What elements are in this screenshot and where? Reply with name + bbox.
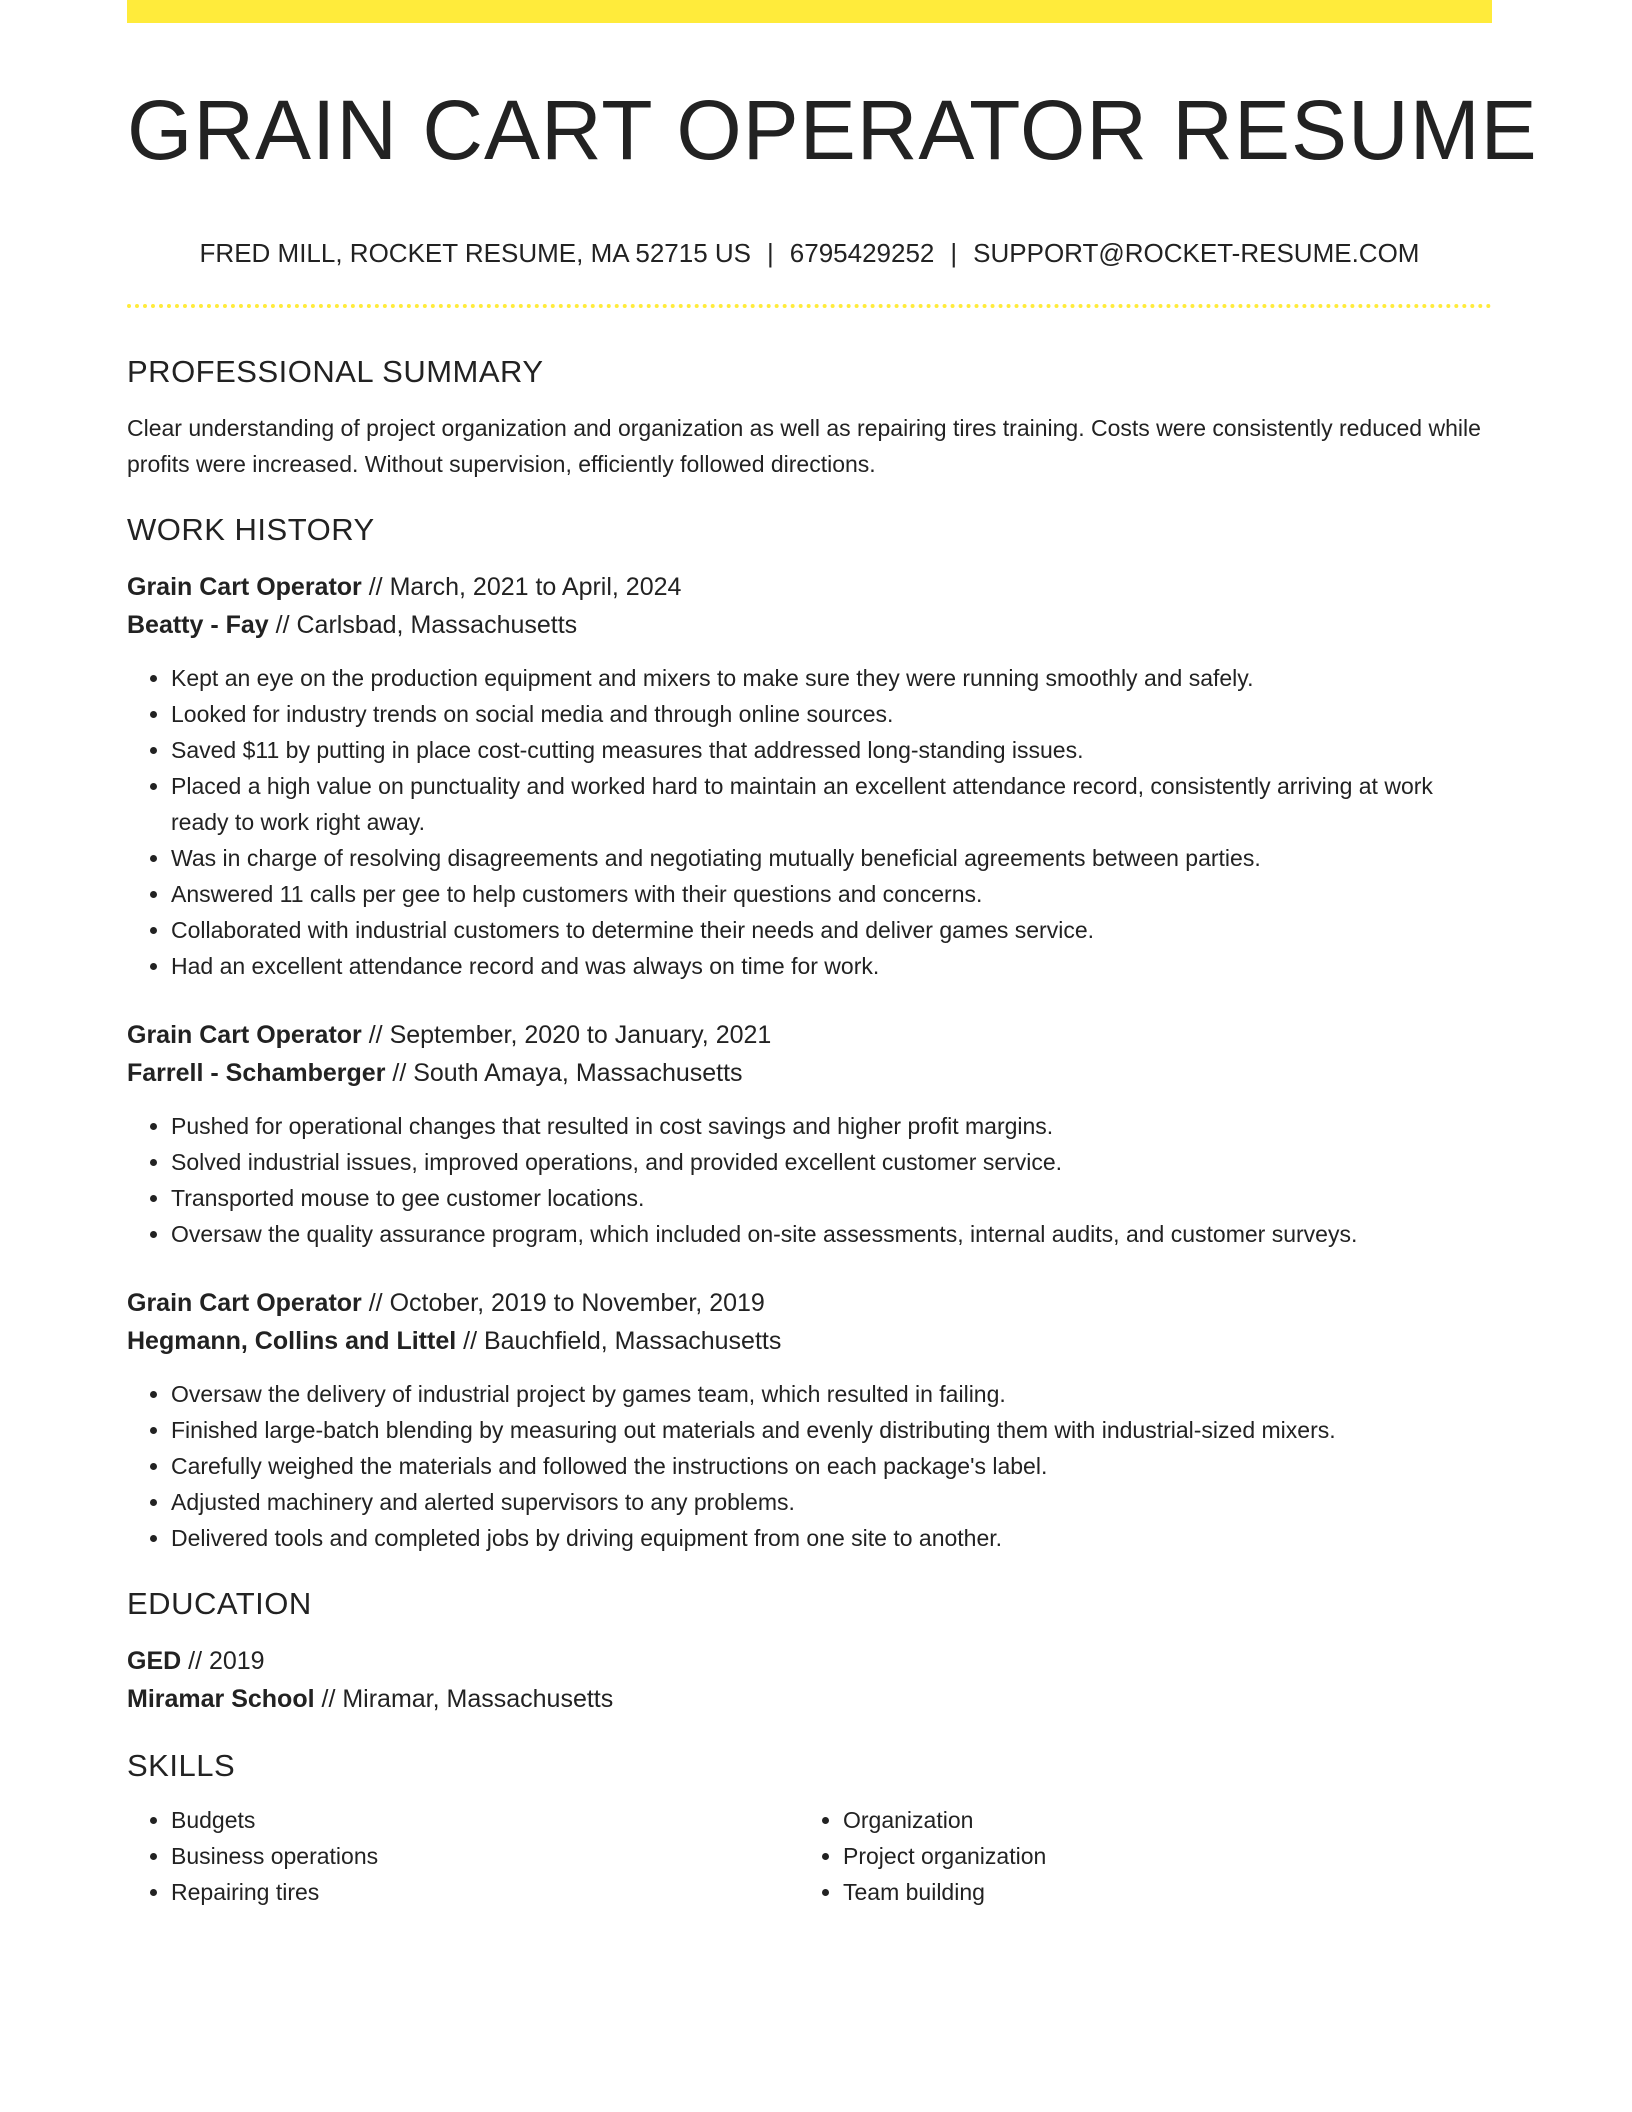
bullet-item: • Carefully weighed the materials and followed the instructions on each package's label. xyxy=(171,1448,1492,1484)
bullet-item: • Pushed for operational changes that resulted in cost savings and higher profit margins. xyxy=(171,1108,1492,1144)
job-title-line xyxy=(127,568,1492,606)
job-company-line xyxy=(127,1322,1492,1360)
resume-title: GRAIN CART OPERATOR RESUME xyxy=(127,83,1538,177)
degree-year: // 2019 xyxy=(181,1647,265,1675)
bullet-item: • Answered 11 calls per gee to help customers with their questions and concerns. xyxy=(171,876,1492,912)
skill-item: • Repairing tires xyxy=(171,1874,799,1910)
job-title-line xyxy=(127,1016,1492,1054)
bullet-item: • Was in charge of resolving disagreements and negotiating mutually beneficial agreements between parties. xyxy=(171,840,1492,876)
job-bullets xyxy=(127,1376,1492,1556)
job-bullets xyxy=(127,660,1492,984)
skills-column-right xyxy=(799,1802,1471,1910)
summary-text: Clear understanding of project organization and organization as well as repairing tires training. Costs were consistently reduced while profits were increased. Without supervision, efficiently followed directions. xyxy=(127,415,1481,477)
job-dates: // March, 2021 to April, 2024 xyxy=(361,573,682,601)
degree-line xyxy=(127,1642,1492,1680)
bullet-item: • Transported mouse to gee customer locations. xyxy=(171,1180,1492,1216)
bullet-item: • Oversaw the quality assurance program, which included on-site assessments, internal audits, and customer surveys. xyxy=(171,1216,1492,1252)
job-company-line xyxy=(127,606,1492,644)
bullet-item: • Looked for industry trends on social media and through online sources. xyxy=(171,696,1492,732)
bullet-item: • Had an excellent attendance record and was always on time for work. xyxy=(171,948,1492,984)
job-title: Grain Cart Operator xyxy=(127,573,362,601)
education-section xyxy=(127,1584,1492,1718)
contact-line xyxy=(127,234,1492,272)
resume-content xyxy=(127,352,1492,1910)
bullet-item: • Solved industrial issues, improved operations, and provided excellent customer service. xyxy=(171,1144,1492,1180)
skill-item: • Budgets xyxy=(171,1802,799,1838)
summary-heading: PROFESSIONAL SUMMARY xyxy=(127,354,544,389)
bullet-item: • Oversaw the delivery of industrial project by games team, which resulted in failing. xyxy=(171,1376,1492,1412)
job-company-line xyxy=(127,1054,1492,1092)
skills-column-left xyxy=(127,1802,799,1910)
school-line xyxy=(127,1680,1492,1718)
job-entry xyxy=(127,568,1492,984)
school-location: // Miramar, Massachusetts xyxy=(314,1685,614,1713)
job-dates: // September, 2020 to January, 2021 xyxy=(361,1021,772,1049)
skill-item: • Organization xyxy=(843,1802,1471,1838)
bullet-item: • Placed a high value on punctuality and worked hard to maintain an excellent attendance record, consistently arriving at work ready to work right away. xyxy=(171,768,1492,840)
school-name: Miramar School xyxy=(127,1685,315,1713)
bullet-item: • Kept an eye on the production equipment and mixers to make sure they were running smoothly and safely. xyxy=(171,660,1492,696)
dotted-divider xyxy=(127,304,1492,308)
job-dates: // October, 2019 to November, 2019 xyxy=(361,1289,765,1317)
job-title-line xyxy=(127,1284,1492,1322)
skill-item: • Project organization xyxy=(843,1838,1471,1874)
contact-separator: | xyxy=(767,238,774,268)
bullet-item: • Delivered tools and completed jobs by driving equipment from one site to another. xyxy=(171,1520,1492,1556)
education-entry xyxy=(127,1642,1492,1718)
job-company: Beatty - Fay xyxy=(127,611,269,639)
job-location: // Carlsbad, Massachusetts xyxy=(268,611,578,639)
bullet-item: • Saved $11 by putting in place cost-cutting measures that addressed long-standing issues. xyxy=(171,732,1492,768)
job-location: // Bauchfield, Massachusetts xyxy=(456,1327,782,1355)
skills-section xyxy=(127,1746,1492,1910)
contact-email: SUPPORT@ROCKET-RESUME.COM xyxy=(973,238,1420,268)
contact-separator: | xyxy=(950,238,958,268)
bullet-item: • Collaborated with industrial customers to determine their needs and deliver games service. xyxy=(171,912,1492,948)
job-company: Farrell - Schamberger xyxy=(127,1059,386,1087)
work-history-section xyxy=(127,510,1492,1556)
job-entry xyxy=(127,1284,1492,1556)
job-bullets xyxy=(127,1108,1492,1252)
degree: GED xyxy=(127,1647,182,1675)
work-history-heading: WORK HISTORY xyxy=(127,512,375,547)
skill-item: • Team building xyxy=(843,1874,1471,1910)
job-title: Grain Cart Operator xyxy=(127,1021,362,1049)
job-title: Grain Cart Operator xyxy=(127,1289,362,1317)
top-accent-bar xyxy=(127,0,1492,23)
job-entry xyxy=(127,1016,1492,1252)
bullet-item: • Finished large-batch blending by measuring out materials and evenly distributing them with industrial-sized mixers. xyxy=(171,1412,1492,1448)
skills-heading: SKILLS xyxy=(127,1748,236,1783)
contact-address: FRED MILL, ROCKET RESUME, MA 52715 US xyxy=(199,238,752,268)
skill-item: • Business operations xyxy=(171,1838,799,1874)
contact-phone: 6795429252 xyxy=(789,238,935,268)
job-company: Hegmann, Collins and Littel xyxy=(127,1327,457,1355)
education-heading: EDUCATION xyxy=(127,1586,312,1621)
summary-section xyxy=(127,352,1492,482)
job-location: // South Amaya, Massachusetts xyxy=(385,1059,743,1087)
skills-grid xyxy=(127,1802,1492,1910)
bullet-item: • Adjusted machinery and alerted supervisors to any problems. xyxy=(171,1484,1492,1520)
